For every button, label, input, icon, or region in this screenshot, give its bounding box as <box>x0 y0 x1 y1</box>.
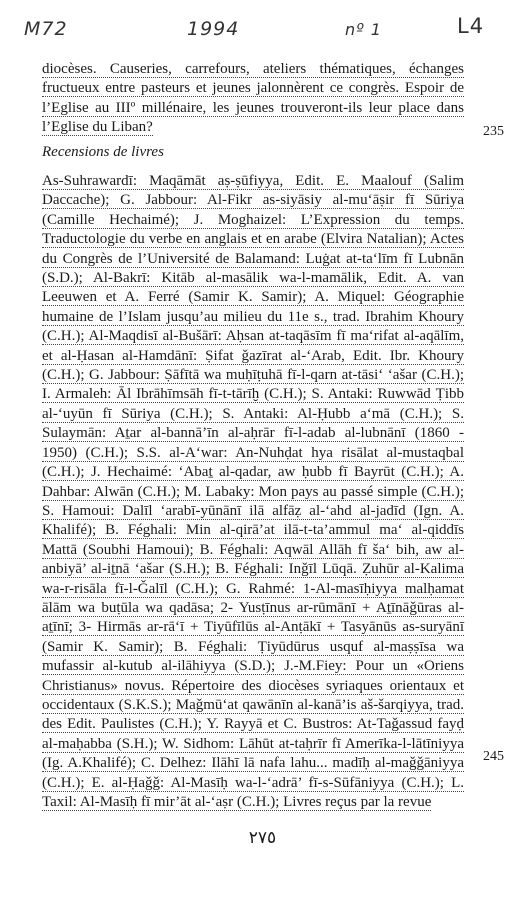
handwritten-ref-code: M72 <box>24 18 68 40</box>
handwritten-year: 1994 <box>187 18 240 40</box>
handwritten-mark: L4 <box>457 14 485 38</box>
intro-page-number: 235 <box>483 124 504 139</box>
reviews-page-number: 245 <box>483 749 504 764</box>
reviews-text: As-Suhrawardī: Maqāmāt aṣ-ṣūfiyya, Edit. E. Maalouf (Salim Daccache); G. Jabbour: Al-Fikr as-siyāsiy al-mu‘āṣir fī Sūriya (Camille Hechaimé); J. Moghaizel: L’Expression du temps. Traductologie du verbe en anglais et en arabe (Elvira Natalian); Actes du Congrès de l’Université de Balamand: Luġat at-ta‘līm fī Lubnān (S.D.); Al-Bakrī: Kitāb al-masālik wa-l-mamālik, Edit. A. van Leeuwen et A. Ferré (Samir K. Samir); A. Miquel: Géographie humaine de l’Islam jusqu’au milieu du 11e s., trad. Ibrahim Khoury (C.H.); Al-Maqdisī al-Bušārī: Aḥsan at-taqāsīm fī ma‘rifat al-aqālīm, et al-Ḥasan al-Hamdānī: Ṣifat ǧazīrat al-‘Arab, Edit. Ibr. Khoury (C.H.); G. Jabbour: Ṣāfītā wa muḥīṭuhā fī-l-qarn at-tāsi‘ ‘ašar (C.H.); I. Armaleh: Āl Ibrāhīmsāh fī-t-tārīḫ (C.H.); S. Antaki: Ruwwād Ṭibb al-‘uyūn fī Sūriya (C.H.); S. Antaki: Al-Ḥubb a‘mā (C.H.); S. Sulaymān: Aṯar al-bannā’īn al-aḥrār fī-l-adab al-lubnānī (1860 - 1950) (C.H.); S.S. al-A‘war: An-Nuhḍat hya risālat al-mustaqbal (C.H.); J. Hechaimé: ‘Abaṯ al-qadar, aw ḥubb fī Bayrūt (C.H.); A. Dahbar: Alwān (C.H.); M. Labaky: Mon pays au passé simple (C.H.); S. Hamoui: Dalīl ‘arabī-yūnānī ilā alfāẓ al-‘ahd al-jadīd (Ign. A. Khalifé); B. Féghali: Min al-qirā’at ilā-t-ta’ammul ma‘ al-qiddīs Mattā (Soubhi Hamoui); B. Féghali: Aqwāl Allāh fī ša‘ bih, aw al-anbiyā’ al-iṯnā ‘ašar (S.H.); B. Féghali: Inǧīl Lūqā. Ẓuhūr al-Kalima wa-r-risāla fī-l-Ǧalīl (C.H.); G. Rahmé: 1-Al-masīḥiyya malḥamat ālām wa buṭūla wa qadāsa; 2- Yusṭīnus ar-rūmānī + Aṯīnāǧūras al-aṯīnī; 3- Hirmās ar-rā‘ī + Tiyūfīlūs al-Anṭākī + Tasyānūs as-suryānī (Samir K. Samir); B. Féghali: Ṭiyūdūrus usquf al-maṣṣīsa wa mufassir al-kutub al-ilāhiyya (S.D.); J.-M.Fiey: Pour un «Oriens Christianus» novus. Répertoire des diocèses syriaques orientaux et occidentaux (S.K.S.); Maǧmū‘at qawānīn al-kanā’is aš-šarqiyya, trad. des Edit. Paulistes (C.H.); Y. Rayyā et C. Bustros: At-Taǧassud fayḍ al-maḥabba (S.H.); W. Sidhom: Lāhūt at-taḥrīr fī Amerīka-l-lātīniyya (Ig. A.Khalifé); C. Delhez: Ilāhī lā nafa lahu... madīḥ al-maǧǧāniyya (C.H.); E. al-Ḥaǧǧ: Al-Masīḥ wa-l-‘adrā’ fī-s-Sūfāniyya (C.H.); L. Taxil: Al-Masīḥ fī mir’āt al-‘aṣr (C.H.); Livres reçus par la revue <box>42 173 464 810</box>
section-title: Recensions de livres <box>42 144 164 160</box>
footer-page-number: ٢٧٥ <box>248 828 277 848</box>
intro-text: diocèses. Causeries, carrefours, ateliers thématiques, échanges fructueux entre pasteurs et jeunes jalonnèrent ce congrès. Espoir de l’Eglise au IIIº millénaire, les jeunes trouveront-ils leur place dans l’Eglise du Liban? <box>42 61 464 136</box>
handwritten-issue: nº 1 <box>345 20 382 39</box>
intro-paragraph <box>42 60 464 138</box>
reviews-paragraph <box>42 172 464 812</box>
